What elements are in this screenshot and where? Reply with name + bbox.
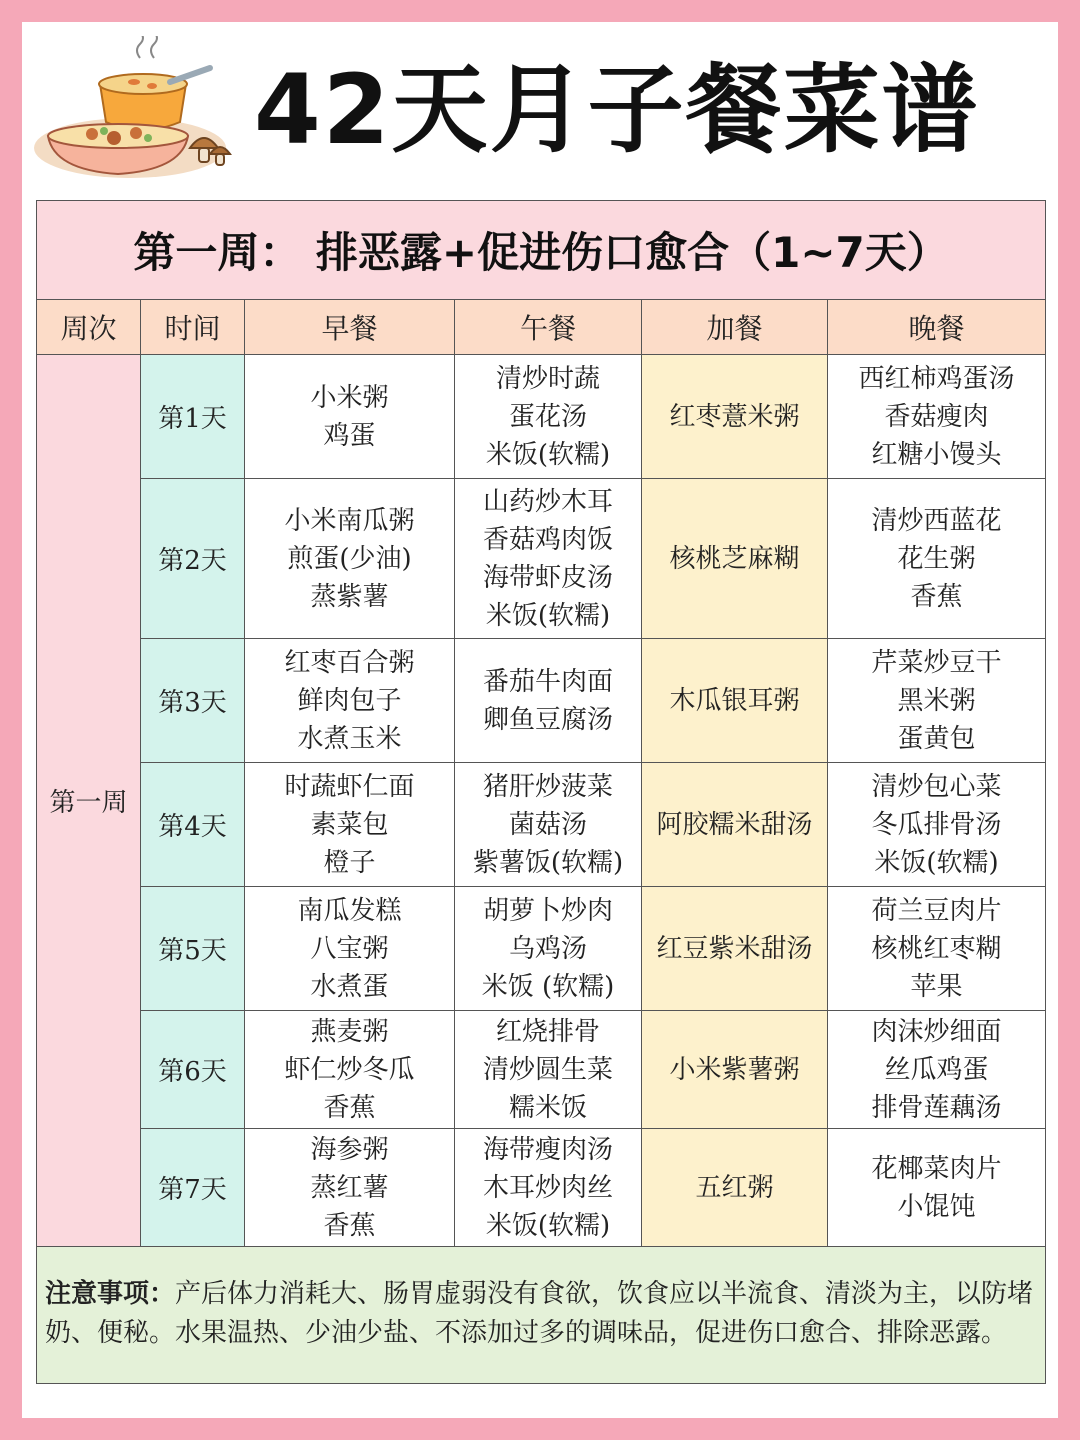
page	[22, 22, 1058, 1418]
note	[37, 1247, 1046, 1384]
dish-item: 蛋黄包	[897, 723, 976, 754]
dinner-cell	[828, 1011, 1046, 1129]
dish-item: 西红柿鸡蛋汤	[858, 363, 1015, 394]
snack-cell	[642, 479, 828, 639]
dish-item: 阿胶糯米甜汤	[656, 809, 813, 840]
dish-item: 小米粥	[310, 382, 389, 413]
dish-item: 番茄牛肉面	[482, 666, 613, 697]
dinner-cell	[828, 1129, 1046, 1247]
dish-item: 蒸紫薯	[310, 581, 389, 612]
dish-item: 猪肝炒菠菜	[482, 771, 613, 802]
table-row	[37, 887, 1046, 1011]
dish-item: 清炒包心菜	[871, 771, 1002, 802]
dish-item: 香蕉	[910, 581, 963, 612]
dish-item: 米饭(软糯)	[485, 439, 611, 470]
column-header: 加餐	[642, 300, 828, 355]
dish-item: 排骨莲藕汤	[871, 1092, 1002, 1123]
dish-item: 花椰菜肉片	[871, 1153, 1002, 1184]
dish-item: 小米紫薯粥	[669, 1054, 800, 1085]
dish-item: 香菇瘦肉	[884, 401, 989, 432]
dish-item: 紫薯饭(软糯)	[472, 847, 624, 878]
dish-item: 时蔬虾仁面	[284, 771, 415, 802]
dish-item: 胡萝卜炒肉	[482, 895, 613, 926]
note-text: 产后体力消耗大、肠胃虚弱没有食欲，饮食应以半流食、清淡为主，以防堵奶、便秘。水果温热、少油少盐、不添加过多的调味品，促进伤口愈合、排除恶露。	[45, 1279, 1034, 1348]
dish-item: 海带瘦肉汤	[482, 1134, 613, 1165]
dish-item: 米饭(软糯)	[485, 600, 611, 631]
table-row	[37, 1129, 1046, 1247]
snack-cell	[642, 763, 828, 887]
dinner-cell	[828, 763, 1046, 887]
breakfast-cell	[245, 355, 455, 479]
dish-item: 红糖小馒头	[871, 439, 1002, 470]
table-row	[37, 355, 1046, 479]
column-header: 周次	[37, 300, 141, 355]
breakfast-cell	[245, 479, 455, 639]
dish-item: 米饭 (软糯)	[481, 971, 615, 1002]
column-header-row	[37, 300, 1046, 355]
dish-item: 糯米饭	[508, 1092, 587, 1123]
dish-item: 鲜肉包子	[297, 685, 402, 716]
dish-item: 苹果	[910, 971, 963, 1002]
lunch-cell	[455, 1011, 642, 1129]
day-label: 第2天	[141, 479, 245, 639]
lunch-cell	[455, 355, 642, 479]
dish-item: 乌鸡汤	[508, 933, 587, 964]
dinner-cell	[828, 887, 1046, 1011]
dish-item: 蒸红薯	[310, 1172, 389, 1203]
dish-item: 五红粥	[695, 1172, 774, 1203]
dish-item: 红枣百合粥	[284, 647, 415, 678]
day-label: 第6天	[141, 1011, 245, 1129]
dish-item: 丝瓜鸡蛋	[884, 1054, 989, 1085]
breakfast-cell	[245, 639, 455, 763]
day-label: 第5天	[141, 887, 245, 1011]
column-header: 早餐	[245, 300, 455, 355]
dish-item: 燕麦粥	[310, 1016, 389, 1047]
dish-item: 红豆紫米甜汤	[656, 933, 813, 964]
breakfast-cell	[245, 1011, 455, 1129]
dish-item: 山药炒木耳	[482, 486, 613, 517]
dish-item: 海参粥	[310, 1134, 389, 1165]
week-title: 第一周： 排恶露+促进伤口愈合（1~7天）	[37, 201, 1046, 300]
dish-item: 清炒圆生菜	[482, 1054, 613, 1085]
dish-item: 鸡蛋	[323, 420, 376, 451]
table-row	[37, 639, 1046, 763]
dish-item: 小米南瓜粥	[284, 505, 415, 536]
lunch-cell	[455, 479, 642, 639]
week-label: 第一周	[37, 355, 141, 1247]
dish-item: 芹菜炒豆干	[871, 647, 1002, 678]
dish-item: 水煮玉米	[297, 723, 402, 754]
dish-item: 煎蛋(少油)	[287, 543, 412, 574]
snack-cell	[642, 1011, 828, 1129]
dish-item: 卿鱼豆腐汤	[482, 704, 613, 735]
menu-table	[36, 200, 1046, 1384]
dish-item: 虾仁炒冬瓜	[284, 1054, 415, 1085]
dish-item: 橙子	[323, 847, 376, 878]
dish-item: 南瓜发糕	[297, 895, 402, 926]
dish-item: 香菇鸡肉饭	[482, 524, 613, 555]
dinner-cell	[828, 479, 1046, 639]
lunch-cell	[455, 763, 642, 887]
dish-item: 米饭(软糯)	[485, 1210, 611, 1241]
lunch-cell	[455, 887, 642, 1011]
dish-item: 核桃红枣糊	[871, 933, 1002, 964]
dish-item: 清炒西蓝花	[871, 505, 1002, 536]
dish-item: 红枣薏米粥	[669, 401, 800, 432]
dish-item: 八宝粥	[310, 933, 389, 964]
day-label: 第4天	[141, 763, 245, 887]
dish-item: 蛋花汤	[508, 401, 587, 432]
breakfast-cell	[245, 763, 455, 887]
dish-item: 肉沫炒细面	[871, 1016, 1002, 1047]
note-label: 注意事项：	[45, 1279, 176, 1309]
snack-cell	[642, 887, 828, 1011]
dish-item: 黑米粥	[897, 685, 976, 716]
page-title: 42天月子餐菜谱	[254, 54, 980, 166]
dish-item: 木耳炒肉丝	[482, 1172, 613, 1203]
dish-item: 小馄饨	[897, 1191, 976, 1222]
table-row	[37, 763, 1046, 887]
snack-cell	[642, 639, 828, 763]
column-header: 时间	[141, 300, 245, 355]
dish-item: 香蕉	[323, 1210, 376, 1241]
dish-item: 清炒时蔬	[495, 363, 600, 394]
header	[22, 22, 1058, 200]
dish-item: 素菜包	[310, 809, 389, 840]
dish-item: 香蕉	[323, 1092, 376, 1123]
table-row	[37, 479, 1046, 639]
lunch-cell	[455, 1129, 642, 1247]
dish-item: 木瓜银耳粥	[669, 685, 800, 716]
day-label: 第7天	[141, 1129, 245, 1247]
soup-bowl-icon	[30, 36, 240, 186]
column-header: 晚餐	[828, 300, 1046, 355]
dish-item: 荷兰豆肉片	[871, 895, 1002, 926]
dinner-cell	[828, 355, 1046, 479]
dish-item: 红烧排骨	[495, 1016, 600, 1047]
dish-item: 米饭(软糯)	[874, 847, 999, 878]
dish-item: 核桃芝麻糊	[669, 543, 800, 574]
lunch-cell	[455, 639, 642, 763]
dinner-cell	[828, 639, 1046, 763]
breakfast-cell	[245, 887, 455, 1011]
day-rows	[37, 355, 1046, 1247]
table-row	[37, 1011, 1046, 1129]
dish-item: 花生粥	[897, 543, 976, 574]
day-label: 第3天	[141, 639, 245, 763]
dish-item: 菌菇汤	[508, 809, 587, 840]
dish-item: 水煮蛋	[310, 971, 389, 1002]
snack-cell	[642, 1129, 828, 1247]
day-label: 第1天	[141, 355, 245, 479]
dish-item: 冬瓜排骨汤	[871, 809, 1002, 840]
dish-item: 海带虾皮汤	[482, 562, 613, 593]
snack-cell	[642, 355, 828, 479]
column-header: 午餐	[455, 300, 642, 355]
breakfast-cell	[245, 1129, 455, 1247]
